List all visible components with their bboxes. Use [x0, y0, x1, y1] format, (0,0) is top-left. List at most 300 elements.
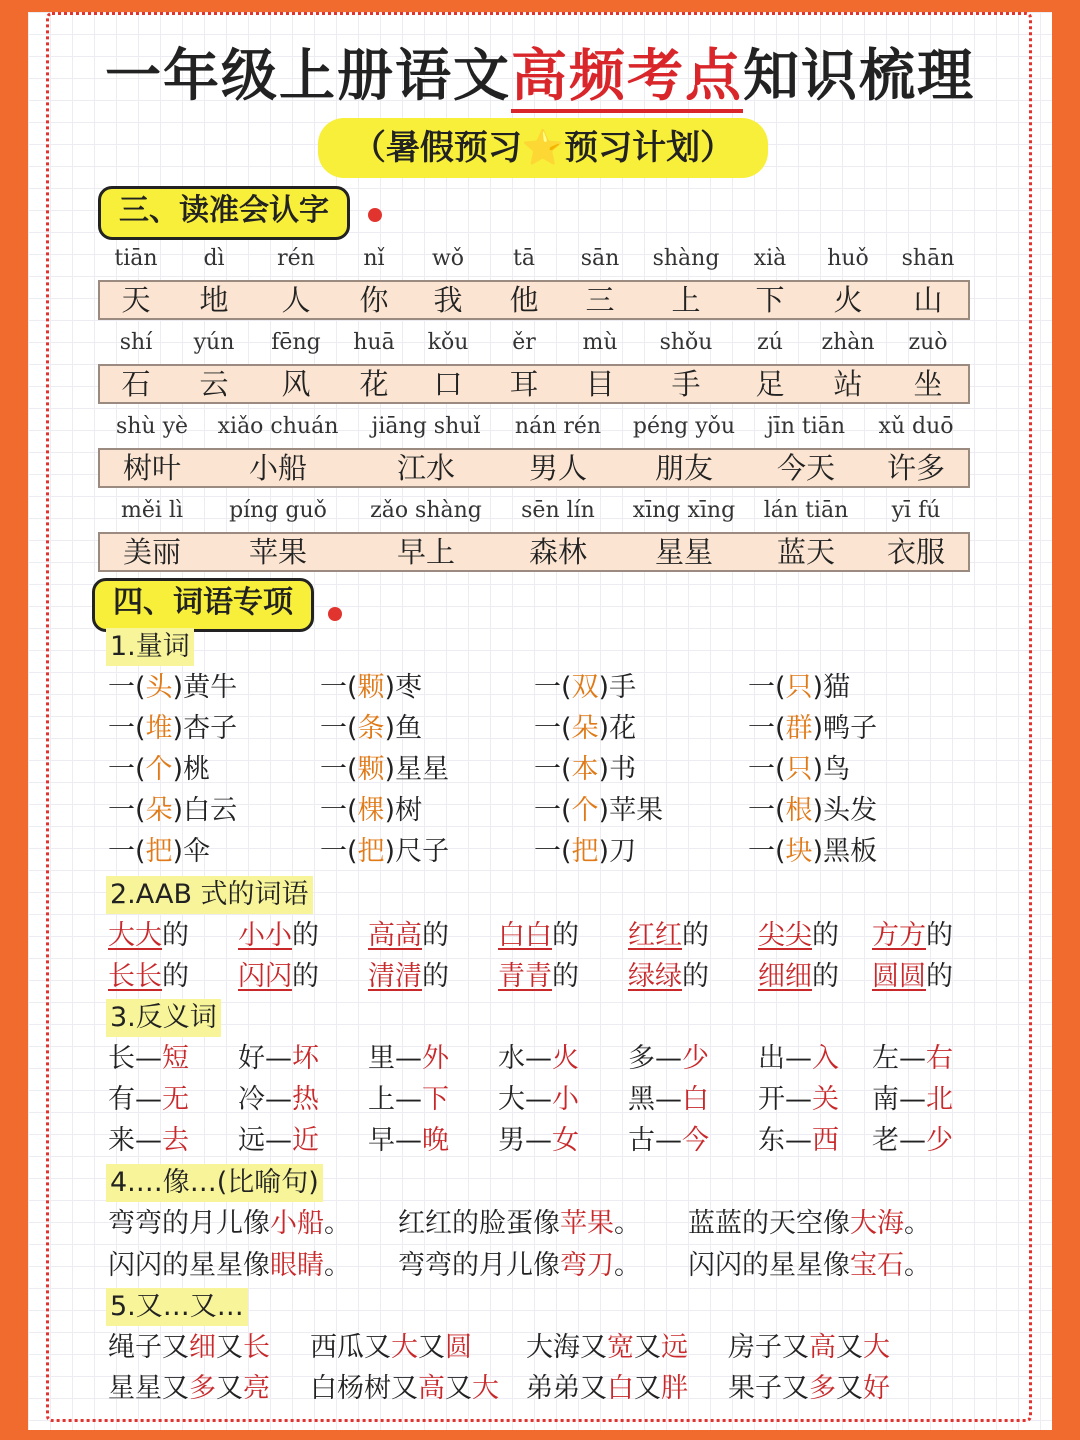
youyou-adj2: 大 [472, 1373, 499, 1404]
simile-object: 小船 [270, 1208, 324, 1239]
pinyin-text: dì [203, 246, 225, 271]
measure-word-item [108, 793, 237, 829]
pinyin-text: shù yè [115, 414, 189, 439]
simile-text: 弯弯的月儿像 [108, 1208, 270, 1239]
antonym-item [368, 1082, 449, 1118]
title-highlight: 高频考点 [511, 44, 743, 113]
measure-word: 根 [785, 795, 813, 826]
antonym-opposite: 去 [162, 1125, 189, 1156]
antonym-opposite: 少 [926, 1125, 953, 1156]
youyou-adj2: 大 [863, 1332, 890, 1363]
measure-prefix: 一( [534, 672, 572, 703]
antonym-opposite: 少 [682, 1043, 709, 1074]
antonym-opposite: 晚 [422, 1125, 449, 1156]
aab-word-item [368, 959, 449, 995]
youyou-adj1: 高 [809, 1332, 836, 1363]
antonym-word: 黑— [628, 1084, 682, 1115]
hanzi-text: 男人 [528, 451, 588, 485]
star-icon: ⭐ [521, 128, 565, 168]
measure-noun: )杏子 [172, 713, 238, 744]
antonym-opposite: 白 [682, 1084, 709, 1115]
measure-noun: )桃 [172, 754, 211, 785]
measure-prefix: 一( [108, 672, 146, 703]
antonym-word: 水— [498, 1043, 552, 1074]
antonym-opposite: 右 [926, 1043, 953, 1074]
measure-word-item [320, 834, 449, 870]
measure-noun: )尺子 [384, 836, 450, 867]
antonym-item [238, 1041, 319, 1077]
pinyin-text: lán tiān [763, 498, 849, 523]
hanzi-text: 朋友 [654, 451, 714, 485]
antonym-item [872, 1082, 953, 1118]
hanzi-text: 上 [671, 283, 701, 317]
pinyin-text: zhàn [821, 330, 875, 355]
antonym-word: 老— [872, 1125, 926, 1156]
measure-noun: )猫 [812, 672, 851, 703]
pinyin-text: xīng xīng [632, 498, 736, 523]
antonym-word: 古— [628, 1125, 682, 1156]
youyou-adj2: 长 [243, 1332, 270, 1363]
measure-word-item [534, 834, 636, 870]
measure-noun: )花 [598, 713, 637, 744]
measure-word: 群 [785, 713, 813, 744]
aab-word-item [108, 918, 189, 954]
youyou-adj1: 多 [809, 1373, 836, 1404]
measure-word: 颗 [357, 672, 385, 703]
aab-suffix: 的 [422, 961, 449, 992]
measure-noun: )黑板 [812, 836, 878, 867]
youyou-connector: 又 [634, 1373, 661, 1404]
measure-prefix: 一( [320, 672, 358, 703]
simile-text: 红红的脸蛋像 [398, 1208, 560, 1239]
measure-word-item [748, 834, 877, 870]
youyou-connector: 又 [836, 1373, 863, 1404]
simile-item [398, 1206, 641, 1242]
measure-noun: )白云 [172, 795, 238, 826]
measure-prefix: 一( [748, 836, 786, 867]
measure-word: 棵 [357, 795, 385, 826]
aab-word-item [108, 959, 189, 995]
measure-noun: )头发 [812, 795, 878, 826]
measure-prefix: 一( [108, 795, 146, 826]
pinyin-text: shàng [652, 246, 720, 271]
hanzi-text: 站 [833, 367, 863, 401]
youyou-item [526, 1330, 688, 1366]
hanzi-text: 你 [359, 283, 389, 317]
measure-prefix: 一( [748, 754, 786, 785]
antonym-opposite: 短 [162, 1043, 189, 1074]
youyou-item [108, 1371, 270, 1407]
subtitle-right: 预习计划） [564, 128, 735, 168]
measure-word: 只 [785, 754, 813, 785]
pinyin-text: huā [353, 330, 395, 355]
youyou-adj1: 多 [189, 1373, 216, 1404]
aab-word-item [628, 959, 709, 995]
hanzi-text: 许多 [886, 451, 946, 485]
section4-heading: 四、词语专项 [92, 578, 314, 632]
measure-noun: )伞 [172, 836, 211, 867]
aab-word: 闪闪 [238, 961, 292, 992]
measure-noun: )鸟 [812, 754, 851, 785]
measure-prefix: 一( [320, 836, 358, 867]
youyou-adj2: 胖 [661, 1373, 688, 1404]
aab-word: 长长 [108, 961, 162, 992]
youyou-subject: 星星又 [108, 1373, 189, 1404]
hanzi-text: 耳 [509, 367, 539, 401]
pinyin-text: měi lì [121, 498, 183, 523]
measure-noun: )枣 [384, 672, 423, 703]
measure-word: 块 [785, 836, 813, 867]
simile-item [688, 1206, 931, 1242]
measure-word: 头 [145, 672, 173, 703]
aab-word-item [238, 918, 319, 954]
youyou-adj1: 细 [189, 1332, 216, 1363]
youyou-title: 5.又…又… [106, 1288, 248, 1326]
measure-word-item [108, 670, 237, 706]
aab-word-item [758, 918, 839, 954]
aab-suffix: 的 [292, 920, 319, 951]
title-post: 知识梳理 [743, 44, 975, 109]
measure-word: 朵 [571, 713, 599, 744]
measure-word: 把 [357, 836, 385, 867]
measure-word-item [320, 793, 422, 829]
pinyin-text: nán rén [514, 414, 602, 439]
pinyin-text: ěr [512, 330, 536, 355]
youyou-connector: 又 [216, 1332, 243, 1363]
measure-word-item [320, 711, 422, 747]
aab-word-item [238, 959, 319, 995]
antonym-word: 有— [108, 1084, 162, 1115]
antonym-item [872, 1041, 953, 1077]
hanzi-text: 坐 [913, 367, 943, 401]
measure-word: 个 [145, 754, 173, 785]
antonym-word: 开— [758, 1084, 812, 1115]
youyou-item [310, 1371, 499, 1407]
measure-prefix: 一( [108, 713, 146, 744]
pinyin-text: tiān [114, 246, 158, 271]
aab-suffix: 的 [292, 961, 319, 992]
pinyin-text: zuò [908, 330, 948, 355]
youyou-connector: 又 [445, 1373, 472, 1404]
measure-prefix: 一( [320, 795, 358, 826]
antonym-opposite: 女 [552, 1125, 579, 1156]
pinyin-text: mù [582, 330, 618, 355]
measure-word: 把 [571, 836, 599, 867]
youyou-subject: 西瓜又 [310, 1332, 391, 1363]
pinyin-text: xià [753, 246, 787, 271]
antonym-item [628, 1123, 709, 1159]
simile-text: 弯弯的月儿像 [398, 1250, 560, 1281]
pinyin-text: fēng [271, 330, 321, 355]
simile-item [688, 1248, 931, 1284]
aab-word-item [758, 959, 839, 995]
pinyin-text: yī fú [891, 498, 941, 523]
antonym-opposite: 热 [292, 1084, 319, 1115]
antonym-item [368, 1123, 449, 1159]
aab-word-item [368, 918, 449, 954]
measure-word-item [320, 752, 449, 788]
youyou-item [310, 1330, 472, 1366]
youyou-subject: 绳子又 [108, 1332, 189, 1363]
simile-object: 弯刀 [560, 1250, 614, 1281]
youyou-adj1: 大 [391, 1332, 418, 1363]
simile-end: 。 [904, 1208, 931, 1239]
youyou-connector: 又 [418, 1332, 445, 1363]
aab-suffix: 的 [552, 920, 579, 951]
measure-prefix: 一( [748, 672, 786, 703]
youyou-subject: 白杨树又 [310, 1373, 418, 1404]
pinyin-text: sān [580, 246, 620, 271]
aab-word: 小小 [238, 920, 292, 951]
measure-prefix: 一( [534, 713, 572, 744]
aab-word: 高高 [368, 920, 422, 951]
aab-suffix: 的 [422, 920, 449, 951]
aab-word: 细细 [758, 961, 812, 992]
aab-word: 清清 [368, 961, 422, 992]
hanzi-text: 天 [121, 283, 151, 317]
antonym-opposite: 今 [682, 1125, 709, 1156]
simile-object: 苹果 [560, 1208, 614, 1239]
simile-object: 宝石 [850, 1250, 904, 1281]
antonym-opposite: 入 [812, 1043, 839, 1074]
antonym-item [498, 1041, 579, 1077]
simile-end: 。 [324, 1208, 351, 1239]
antonym-item [368, 1041, 449, 1077]
hanzi-text: 花 [359, 367, 389, 401]
pinyin-text: xǔ duō [878, 414, 954, 439]
aab-word: 方方 [872, 920, 926, 951]
hanzi-text: 早上 [396, 535, 456, 569]
measure-word-item [748, 711, 877, 747]
simile-item [398, 1248, 641, 1284]
antonym-opposite: 外 [422, 1043, 449, 1074]
aab-suffix: 的 [162, 961, 189, 992]
antonym-word: 左— [872, 1043, 926, 1074]
section3-heading: 三、读准会认字 [98, 186, 350, 240]
pinyin-text: jiāng shuǐ [371, 414, 481, 439]
measure-word-item [748, 670, 850, 706]
aab-words-title: 2.AAB 式的词语 [106, 876, 313, 914]
measure-word: 双 [571, 672, 599, 703]
measure-word-item [534, 711, 636, 747]
pinyin-text: péng yǒu [632, 414, 736, 439]
hanzi-text: 他 [509, 283, 539, 317]
antonym-item [498, 1082, 579, 1118]
measure-word-item [534, 793, 663, 829]
aab-word: 圆圆 [872, 961, 926, 992]
pinyin-text: sēn lín [521, 498, 595, 523]
measure-word-item [534, 670, 636, 706]
simile-title: 4.…像…(比喻句) [106, 1164, 323, 1202]
measure-noun: )手 [598, 672, 637, 703]
hanzi-text: 足 [755, 367, 785, 401]
measure-noun: )鸭子 [812, 713, 878, 744]
measure-prefix: 一( [320, 754, 358, 785]
antonym-word: 大— [498, 1084, 552, 1115]
aab-word-item [872, 918, 953, 954]
pinyin-text: jīn tiān [766, 414, 846, 439]
pinyin-text: tā [513, 246, 535, 271]
youyou-adj2: 圆 [445, 1332, 472, 1363]
aab-word-item [872, 959, 953, 995]
antonym-opposite: 关 [812, 1084, 839, 1115]
hanzi-text: 江水 [396, 451, 456, 485]
youyou-item [108, 1330, 270, 1366]
measure-word-item [108, 711, 237, 747]
hanzi-text: 三 [585, 283, 615, 317]
measure-noun: )苹果 [598, 795, 664, 826]
youyou-adj1: 宽 [607, 1332, 634, 1363]
measure-word-item [108, 752, 210, 788]
antonym-item [872, 1123, 953, 1159]
aab-suffix: 的 [162, 920, 189, 951]
antonym-opposite: 西 [812, 1125, 839, 1156]
measure-prefix: 一( [320, 713, 358, 744]
hanzi-text: 云 [199, 367, 229, 401]
antonym-word: 多— [628, 1043, 682, 1074]
antonym-word: 早— [368, 1125, 422, 1156]
hanzi-text: 下 [755, 283, 785, 317]
simile-text: 闪闪的星星像 [688, 1250, 850, 1281]
antonym-item [758, 1082, 839, 1118]
aab-word: 白白 [498, 920, 552, 951]
aab-word-item [498, 918, 579, 954]
hanzi-text: 小船 [248, 451, 308, 485]
aab-word: 绿绿 [628, 961, 682, 992]
youyou-item [728, 1371, 890, 1407]
antonym-item [108, 1041, 189, 1077]
simile-text: 闪闪的星星像 [108, 1250, 270, 1281]
aab-word: 红红 [628, 920, 682, 951]
pinyin-text: shān [901, 246, 955, 271]
measure-word: 朵 [145, 795, 173, 826]
measure-prefix: 一( [534, 836, 572, 867]
simile-item [108, 1248, 351, 1284]
antonym-item [628, 1082, 709, 1118]
pinyin-text: rén [277, 246, 315, 271]
hanzi-text: 星星 [654, 535, 714, 569]
hanzi-text: 手 [671, 367, 701, 401]
subtitle-left: （暑假预习 [351, 128, 522, 168]
antonym-word: 好— [238, 1043, 292, 1074]
simile-end: 。 [324, 1250, 351, 1281]
title-pre: 一年级上册语文 [105, 44, 511, 109]
hanzi-text: 森林 [528, 535, 588, 569]
antonym-word: 上— [368, 1084, 422, 1115]
aab-suffix: 的 [812, 961, 839, 992]
measure-word-item [320, 670, 422, 706]
antonym-item [108, 1082, 189, 1118]
measure-noun: )鱼 [384, 713, 423, 744]
measure-noun: )星星 [384, 754, 450, 785]
aab-word: 尖尖 [758, 920, 812, 951]
aab-suffix: 的 [926, 961, 953, 992]
antonym-opposite: 小 [552, 1084, 579, 1115]
hanzi-text: 山 [913, 283, 943, 317]
youyou-adj1: 高 [418, 1373, 445, 1404]
simile-item [108, 1206, 351, 1242]
pinyin-text: shǒu [659, 330, 713, 355]
simile-end: 。 [614, 1208, 641, 1239]
hanzi-text: 衣服 [886, 535, 946, 569]
hanzi-text: 风 [281, 367, 311, 401]
hanzi-text: 人 [281, 283, 311, 317]
youyou-connector: 又 [634, 1332, 661, 1363]
measure-words-title: 1.量词 [106, 628, 194, 666]
antonym-word: 冷— [238, 1084, 292, 1115]
pinyin-text: zú [757, 330, 783, 355]
youyou-connector: 又 [216, 1373, 243, 1404]
aab-word-item [498, 959, 579, 995]
antonym-word: 长— [108, 1043, 162, 1074]
pinyin-text: yún [193, 330, 235, 355]
antonym-word: 男— [498, 1125, 552, 1156]
measure-noun: )树 [384, 795, 423, 826]
page-title [0, 32, 1080, 112]
measure-noun: )书 [598, 754, 637, 785]
pinyin-text: wǒ [431, 246, 465, 271]
antonym-word: 南— [872, 1084, 926, 1115]
youyou-adj2: 远 [661, 1332, 688, 1363]
youyou-subject: 弟弟又 [526, 1373, 607, 1404]
hanzi-text: 我 [433, 283, 463, 317]
youyou-subject: 房子又 [728, 1332, 809, 1363]
simile-end: 。 [904, 1250, 931, 1281]
pinyin-text: xiǎo chuán [217, 414, 339, 439]
hanzi-text: 美丽 [122, 535, 182, 569]
measure-word-item [748, 793, 877, 829]
antonym-word: 远— [238, 1125, 292, 1156]
aab-suffix: 的 [926, 920, 953, 951]
antonym-item [628, 1041, 709, 1077]
measure-prefix: 一( [108, 754, 146, 785]
antonym-opposite: 火 [552, 1043, 579, 1074]
measure-prefix: 一( [534, 795, 572, 826]
aab-suffix: 的 [682, 920, 709, 951]
antonym-item [758, 1041, 839, 1077]
measure-word: 个 [571, 795, 599, 826]
aab-word: 青青 [498, 961, 552, 992]
pinyin-text: kǒu [427, 330, 469, 355]
red-dot-icon [328, 607, 342, 621]
measure-word-item [748, 752, 850, 788]
antonym-opposite: 坏 [292, 1043, 319, 1074]
simile-object: 眼睛 [270, 1250, 324, 1281]
antonym-word: 出— [758, 1043, 812, 1074]
simile-text: 蓝蓝的天空像 [688, 1208, 850, 1239]
measure-prefix: 一( [534, 754, 572, 785]
measure-noun: )刀 [598, 836, 637, 867]
measure-word: 只 [785, 672, 813, 703]
youyou-connector: 又 [836, 1332, 863, 1363]
hanzi-text: 口 [433, 367, 463, 401]
measure-noun: )黄牛 [172, 672, 238, 703]
youyou-item [526, 1371, 688, 1407]
antonym-opposite: 无 [162, 1084, 189, 1115]
hanzi-text: 目 [585, 367, 615, 401]
measure-word-item [534, 752, 636, 788]
hanzi-text: 今天 [776, 451, 836, 485]
antonym-item [238, 1082, 319, 1118]
measure-word: 颗 [357, 754, 385, 785]
measure-word: 堆 [145, 713, 173, 744]
aab-suffix: 的 [552, 961, 579, 992]
hanzi-text: 石 [121, 367, 151, 401]
measure-prefix: 一( [748, 713, 786, 744]
aab-word: 大大 [108, 920, 162, 951]
pinyin-text: nǐ [363, 246, 385, 271]
aab-word-item [628, 918, 709, 954]
